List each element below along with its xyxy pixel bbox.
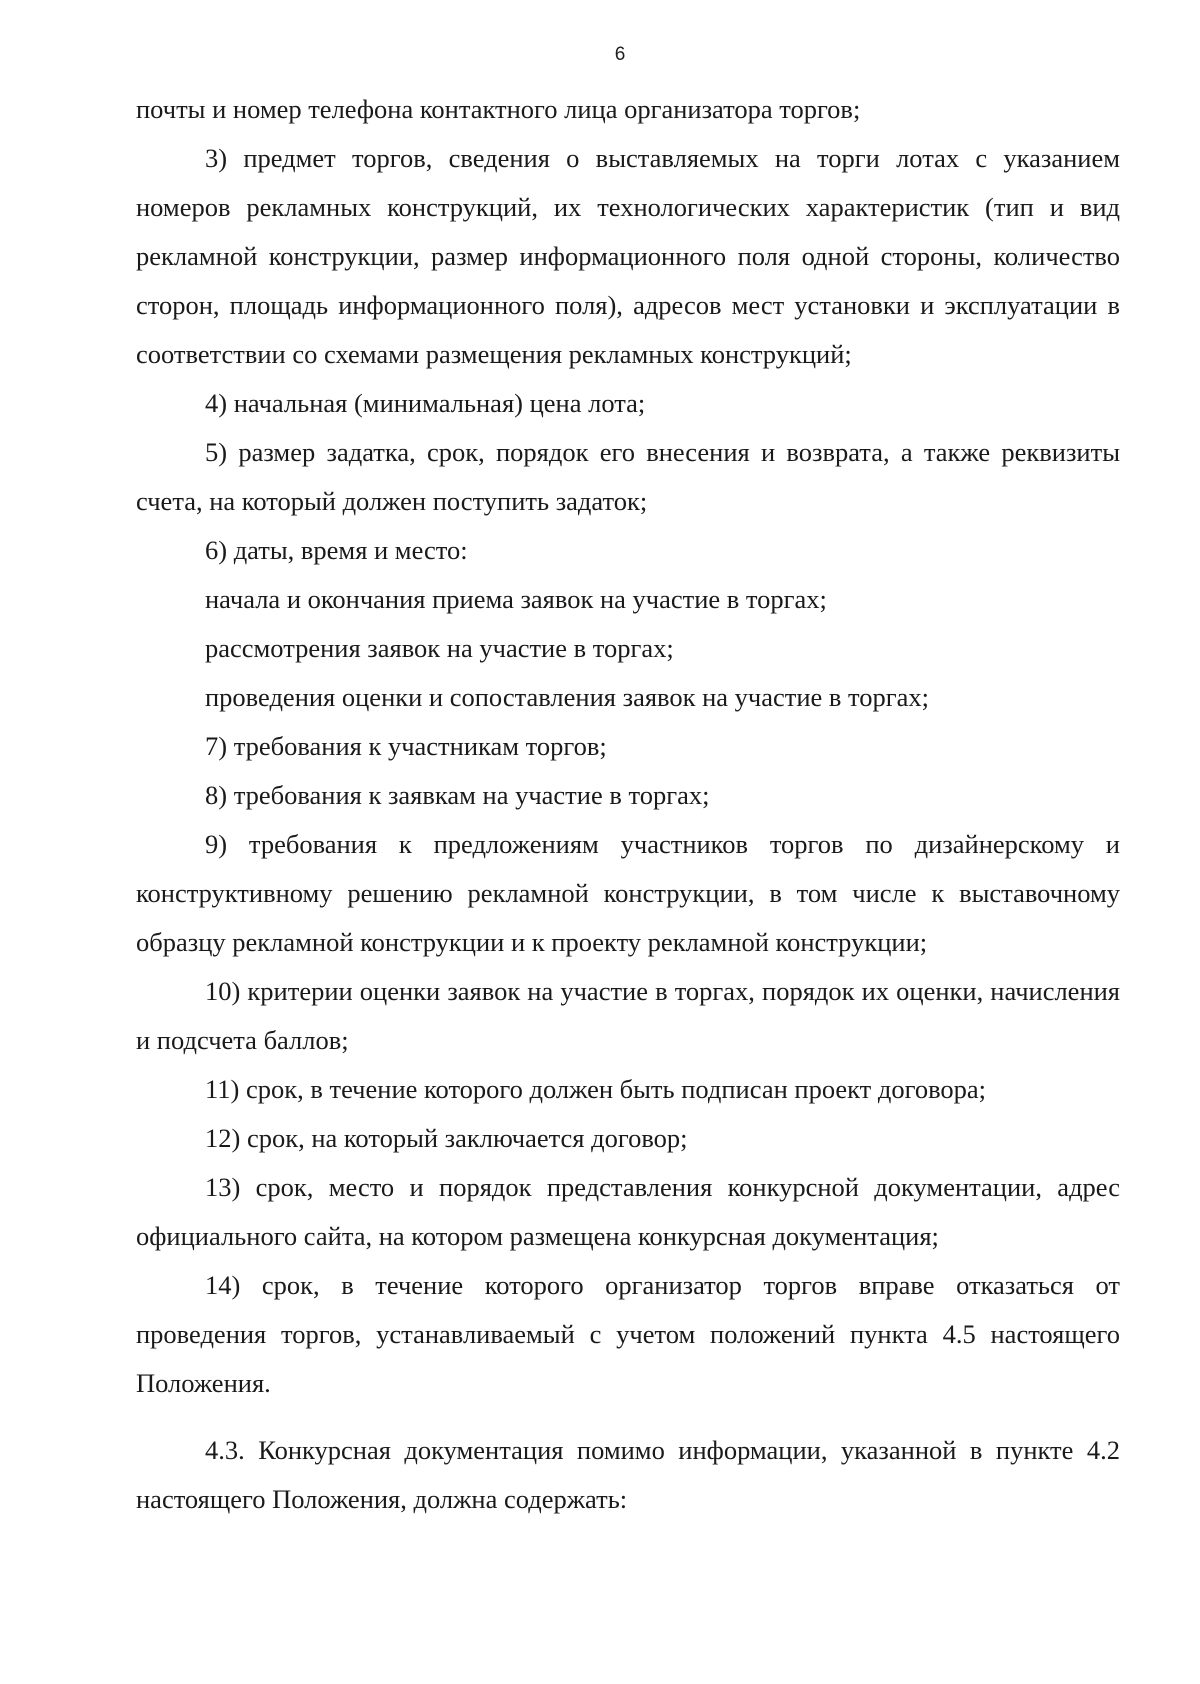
paragraph-item-11: 11) срок, в течение которого должен быть подписан проект договора; [205,1074,987,1104]
paragraph-item-3: 3) предмет торгов, сведения о выставляемых на торги лотах с указанием номеров рекламных конструкций, их технологических характеристик (тип и вид рекламной конструкции, размер информационного поля одной стороны, количество сторон, площадь информационного поля), адресов мест установки и эксплуатации в соответствии со схемами размещения рекламных конструкций; [136,143,1120,369]
paragraph-item-6-sub-b: рассмотрения заявок на участие в торгах; [205,633,674,663]
paragraph-item-4: 4) начальная (минимальная) цена лота; [205,388,646,418]
paragraph-item-6-sub-a: начала и окончания приема заявок на участие в торгах; [205,584,827,614]
paragraph-item-14: 14) срок, в течение которого организатор торгов вправе отказаться от проведения торгов, устанавливаемый с учетом положений пункта 4.5 настоящего Положения. [136,1270,1120,1398]
paragraph-item-5: 5) размер задатка, срок, порядок его внесения и возврата, а также реквизиты счета, на который должен поступить задаток; [136,437,1120,516]
paragraph-item-6: 6) даты, время и место: [205,535,468,565]
paragraph-continuation: почты и номер телефона контактного лица организатора торгов; [136,94,861,124]
paragraph-item-12: 12) срок, на который заключается договор; [205,1123,688,1153]
paragraph-item-10: 10) критерии оценки заявок на участие в торгах, порядок их оценки, начисления и подсчета баллов; [136,976,1120,1055]
paragraph-section-4-3: 4.3. Конкурсная документация помимо информации, указанной в пункте 4.2 настоящего Положения, должна содержать: [136,1435,1120,1514]
paragraph-item-7: 7) требования к участникам торгов; [205,731,607,761]
paragraph-item-9: 9) требования к предложениям участников торгов по дизайнерскому и конструктивному решению рекламной конструкции, в том числе к выставочному образцу рекламной конструкции и к проекту рекламной конструкции; [136,829,1120,957]
document-body [136,85,1120,1524]
paragraph-item-13: 13) срок, место и порядок представления конкурсной документации, адрес официального сайта, на котором размещена конкурсная документация; [136,1172,1120,1251]
paragraph-item-6-sub-c: проведения оценки и сопоставления заявок на участие в торгах; [205,682,930,712]
paragraph-item-8: 8) требования к заявкам на участие в торгах; [205,780,710,810]
page-number: 6 [614,44,626,65]
